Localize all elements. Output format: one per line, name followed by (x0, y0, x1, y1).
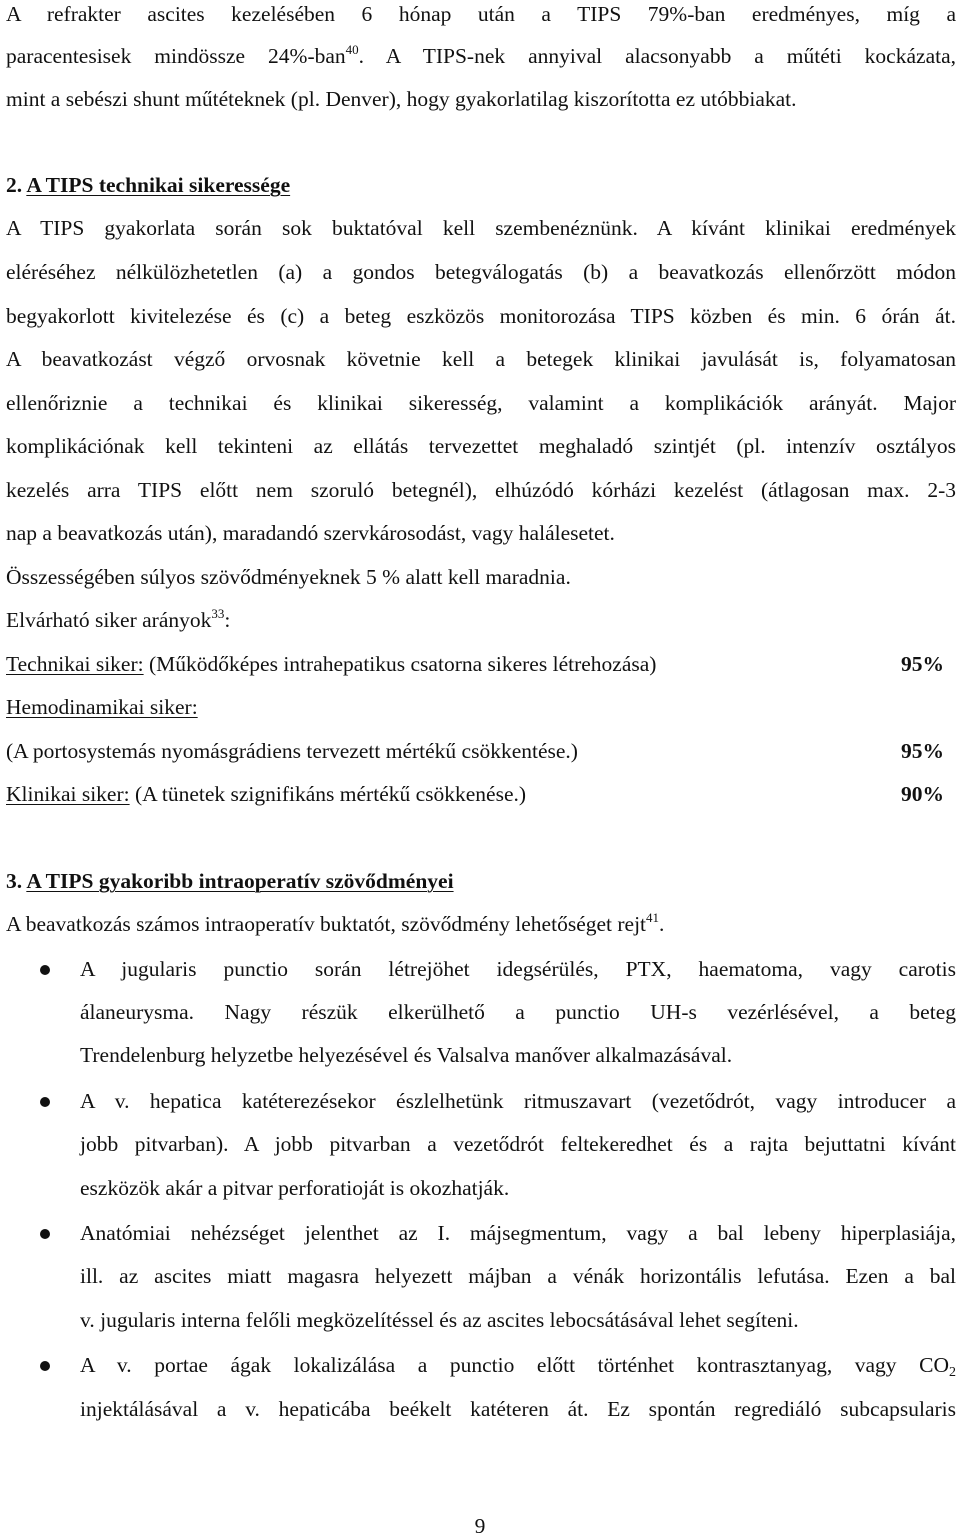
section-3-heading: 3. A TIPS gyakoribb intraoperatív szövődményei (6, 869, 454, 893)
list-item-line: eszközök akár a pitvar perforatioját is okozhatják. (80, 1176, 510, 1200)
citation-ref: 41 (646, 910, 660, 925)
body-line: begyakorlott kivitelezése és (c) a beteg eszközös monitorozása TIPS közben és min. 6 órán át. (6, 304, 956, 328)
body-line: eléréséhez nélkülözhetetlen (a) a gondos betegválogatás (b) a beavatkozás ellenőrzött módon (6, 260, 956, 284)
body-line: kezelés arra TIPS előtt nem szoruló betegnél), elhúzódó kórházi kezelést (átlagosan max. 2-3 (6, 478, 956, 502)
section-3-intro: A beavatkozás számos intraoperatív buktatót, szövődmény lehetőséget rejt$^{41}$. (6, 910, 665, 936)
body-line: nap a beavatkozás után), maradandó szervkárosodást, vagy halálesetet. (6, 521, 615, 545)
body-line: komplikációnak kell tekinteni az ellátás tervezettet meghaladó szintjét (pl. intenzív osztályos (6, 434, 956, 458)
list-item-line: A v. hepatica katéterezésekor észlelhetünk ritmuszavart (vezetődrót, vagy introducer a (80, 1089, 956, 1113)
list-item-line: jobb pitvarban). A jobb pitvarban a vezetődrót feltekeredhet és a rajta bejuttatni kívánt (80, 1132, 956, 1156)
expected-success-label: Elvárható siker arányok$^{33}$: (6, 606, 231, 632)
hemodynamic-success-label: Hemodinamikai siker: (6, 695, 198, 719)
hemodynamic-success-row: (A portosystemás nyomásgrádiens tervezett mértékű csökkentése.) (6, 739, 578, 763)
body-line: A beavatkozást végző orvosnak követnie kell a betegek klinikai javulását is, folyamatosan (6, 347, 956, 371)
clinical-success-value: 90% (901, 782, 944, 806)
bullet-icon (40, 1097, 50, 1107)
technical-success-row: Technikai siker: (Működőképes intrahepatikus csatorna sikeres létrehozása) (6, 652, 657, 676)
list-item-line: álaneurysma. Nagy részük elkerülhető a punctio UH-s vezérlésével, a beteg (80, 1000, 956, 1024)
hemodynamic-success-value: 95% (901, 739, 944, 763)
body-line: Összességében súlyos szövődményeknek 5 % alatt kell maradnia. (6, 565, 571, 589)
citation-ref: 40 (345, 42, 359, 57)
list-item-line: A jugularis punctio során létrejöhet idegsérülés, PTX, haematoma, vagy carotis (80, 957, 956, 981)
clinical-success-row: Klinikai siker: (A tünetek szignifikáns mértékű csökkenése.) (6, 782, 527, 806)
intro-line: A refrakter ascites kezelésében 6 hónap után a TIPS 79%-ban eredményes, míg a (6, 2, 956, 26)
list-item-line: Trendelenburg helyzetbe helyezésével és Valsalva manőver alkalmazásával. (80, 1043, 733, 1067)
list-item-line: v. jugularis interna felőli megközelítéssel és az ascites lebocsátásával lehet segíteni. (80, 1308, 799, 1332)
intro-line: paracentesisek mindössze 24%-ban$^{40}$. A TIPS-nek annyival alacsonyabb a műtéti kockázata, (6, 42, 956, 68)
body-line: ellenőriznie a technikai és klinikai sikeresség, valamint a komplikációk arányát. Major (6, 391, 956, 415)
bullet-icon (40, 1229, 50, 1239)
section-2-title: A TIPS technikai sikeressége (26, 173, 291, 197)
citation-ref: 33 (211, 606, 225, 621)
list-item-line: A v. portae ágak lokalizálása a punctio előtt történhet kontrasztanyag, vagy $CO_2$ (80, 1353, 956, 1380)
bullet-icon (40, 1361, 50, 1371)
intro-line: mint a sebészi shunt műtéteknek (pl. Denver), hogy gyakorlatilag kiszorította ez utóbbiakat. (6, 87, 797, 111)
technical-success-label: Technikai siker: (6, 652, 144, 676)
section-3-title: A TIPS gyakoribb intraoperatív szövődményei (26, 869, 454, 893)
page-number: 9 (474, 1514, 486, 1538)
bullet-icon (40, 965, 50, 975)
list-item-line: ill. az ascites miatt magasra helyezett májban a vénák horizontális lefutása. Ezen a bal (80, 1264, 956, 1288)
section-2-heading: 2. A TIPS technikai sikeressége (6, 173, 291, 197)
list-item-line: Anatómiai nehézséget jelenthet az I. májsegmentum, vagy a bal lebeny hiperplasiája, (80, 1221, 956, 1245)
technical-success-value: 95% (901, 652, 944, 676)
subscript: 2 (949, 1365, 956, 1380)
body-line: A TIPS gyakorlata során sok buktatóval kell szembenéznünk. A kívánt klinikai eredmények (6, 216, 956, 240)
list-item-line: injektálásával a v. hepaticába beékelt katéteren át. Ez spontán regrediáló subcapsularis (80, 1397, 956, 1421)
clinical-success-label: Klinikai siker: (6, 782, 130, 806)
